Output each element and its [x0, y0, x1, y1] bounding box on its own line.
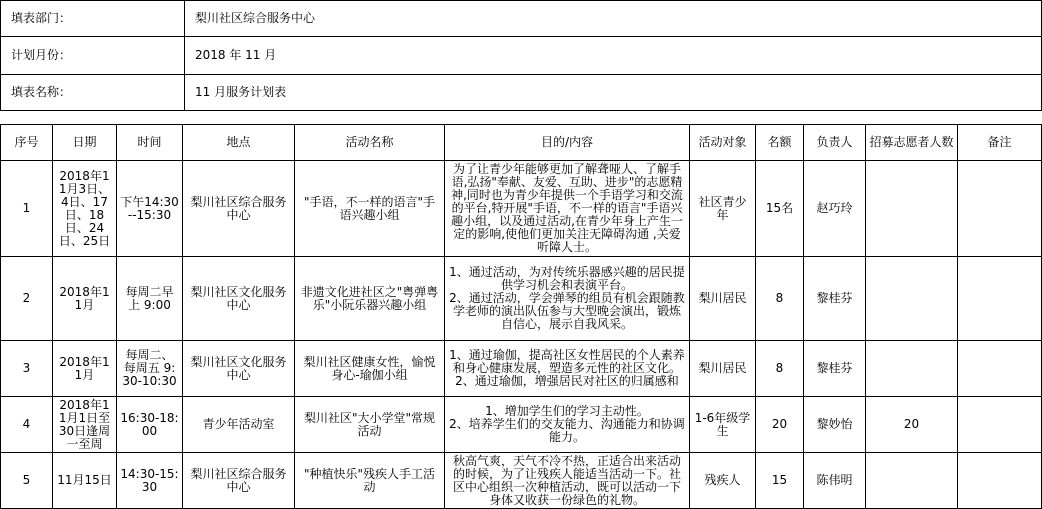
info-label: 填表名称：: [1, 75, 185, 111]
header-cell: 招募志愿者人数: [866, 125, 958, 161]
info-row: [1, 75, 1042, 111]
cell-time: 16:30-18:00: [117, 397, 183, 453]
content-line: 1、通过活动，为对传统乐器感兴趣的居民提供学习机会和表演平台。: [449, 265, 685, 292]
header-cell: 目的/内容: [445, 125, 690, 161]
header-cell: 备注: [958, 125, 1042, 161]
cell-target: 1-6年级学生: [690, 397, 756, 453]
table-row: [1, 161, 1042, 257]
content-line: 为了让青少年能够更加了解聋哑人、了解手语,弘扬"奉献、友爱、互助、进步"的志愿精神,同时也为青少年提供一个手语学习和交流的平台,特开展"手语，不一样的语言"手语兴趣小组，以及通过活动,在青少年身上产生一定的影响,使他们更加关注无障碍沟通 ,关爱听障人士。: [451, 162, 683, 254]
cell-volunteers: [866, 453, 958, 509]
info-value: 11 月服务计划表: [185, 75, 1042, 111]
cell-no: 5: [1, 453, 53, 509]
cell-activity-name: "种植快乐"残疾人手工活动: [295, 453, 445, 509]
cell-quota: 8: [756, 257, 804, 341]
cell-place: 梨川社区综合服务中心: [183, 453, 295, 509]
header-row: [1, 125, 1042, 161]
cell-target: 梨川居民: [690, 257, 756, 341]
cell-no: 4: [1, 397, 53, 453]
info-row: [1, 37, 1042, 75]
content-line: 1、增加学生们的学习主动性。: [485, 404, 649, 418]
cell-target: 社区青少年: [690, 161, 756, 257]
info-value: 梨川社区综合服务中心: [185, 1, 1042, 37]
cell-volunteers: [866, 341, 958, 397]
cell-time: 每周二、每周五 9:30-10:30: [117, 341, 183, 397]
cell-remark: [958, 453, 1042, 509]
cell-content: [445, 257, 690, 341]
table-row: [1, 453, 1042, 509]
cell-place: 梨川社区文化服务中心: [183, 341, 295, 397]
cell-owner: 黎妙怡: [804, 397, 866, 453]
header-cell: 名额: [756, 125, 804, 161]
cell-target: 梨川居民: [690, 341, 756, 397]
table-row: [1, 257, 1042, 341]
table-row: [1, 397, 1042, 453]
cell-no: 1: [1, 161, 53, 257]
cell-content: [445, 397, 690, 453]
cell-owner: 黎桂芬: [804, 341, 866, 397]
header-cell: 负责人: [804, 125, 866, 161]
info-row: [1, 1, 1042, 37]
cell-activity-name: 梨川社区健康女性，愉悦身心-瑜伽小组: [295, 341, 445, 397]
cell-activity-name: "手语，不一样的语言"手语兴趣小组: [295, 161, 445, 257]
cell-date: 2018年11月1日至30日逢周一至周: [53, 397, 117, 453]
cell-remark: [958, 257, 1042, 341]
cell-date: 11月15日: [53, 453, 117, 509]
cell-target: 残疾人: [690, 453, 756, 509]
cell-remark: [958, 161, 1042, 257]
cell-quota: 20: [756, 397, 804, 453]
content-line: 2、培养学生们的交友能力、沟通能力和协调能力。: [449, 417, 685, 444]
header-cell: 活动名称: [295, 125, 445, 161]
header-cell: 序号: [1, 125, 53, 161]
info-label: 计划月份：: [1, 37, 185, 75]
content-line: 2、通过活动，学会弹琴的组员有机会跟随教学老师的演出队伍参与大型晚会演出，锻炼自信心，展示自我风采。: [449, 291, 685, 331]
cell-remark: [958, 397, 1042, 453]
content-line: 2、通过瑜伽，增强居民对社区的归属感和: [455, 374, 679, 388]
table-row: [1, 341, 1042, 397]
cell-date: 2018年11月: [53, 257, 117, 341]
cell-place: 梨川社区文化服务中心: [183, 257, 295, 341]
cell-remark: [958, 341, 1042, 397]
cell-activity-name: 梨川社区"大小学堂"常规活动: [295, 397, 445, 453]
header-cell: 时间: [117, 125, 183, 161]
cell-owner: 黎桂芬: [804, 257, 866, 341]
info-table: [0, 0, 1042, 111]
cell-volunteers: 20: [866, 397, 958, 453]
info-label: 填表部门：: [1, 1, 185, 37]
cell-date: 2018年11月: [53, 341, 117, 397]
content-line: 秋高气爽，天气不冷不热，正适合出来活动的时候，为了让残疾人能适当活动一下。社区中心组织一次种植活动，既可以活动一下身体又收获一份绿色的礼物。: [452, 453, 681, 507]
cell-activity-name: 非遗文化进社区之"粤弹粤乐"小阮乐器兴趣小组: [295, 257, 445, 341]
content-line: 1、通过瑜伽，提高社区女性居民的个人素养和身心健康发展，塑造多元性的社区文化。: [449, 348, 685, 375]
cell-content: [445, 453, 690, 509]
cell-content: [445, 161, 690, 257]
cell-quota: 15: [756, 453, 804, 509]
cell-time: 14:30-15:30: [117, 453, 183, 509]
cell-owner: 陈伟明: [804, 453, 866, 509]
cell-place: 青少年活动室: [183, 397, 295, 453]
header-cell: 地点: [183, 125, 295, 161]
cell-no: 2: [1, 257, 53, 341]
cell-place: 梨川社区综合服务中心: [183, 161, 295, 257]
cell-quota: 8: [756, 341, 804, 397]
info-value: 2018 年 11 月: [185, 37, 1042, 75]
cell-owner: 赵巧玲: [804, 161, 866, 257]
cell-no: 3: [1, 341, 53, 397]
header-cell: 日期: [53, 125, 117, 161]
service-plan-table: [0, 124, 1042, 509]
cell-volunteers: [866, 161, 958, 257]
cell-time: 下午14:30--15:30: [117, 161, 183, 257]
cell-quota: 15名: [756, 161, 804, 257]
cell-content: [445, 341, 690, 397]
header-cell: 活动对象: [690, 125, 756, 161]
cell-time: 每周二早上 9:00: [117, 257, 183, 341]
cell-volunteers: [866, 257, 958, 341]
cell-date: 2018年11月3日、4日、17日、18日、24日、25日: [53, 161, 117, 257]
